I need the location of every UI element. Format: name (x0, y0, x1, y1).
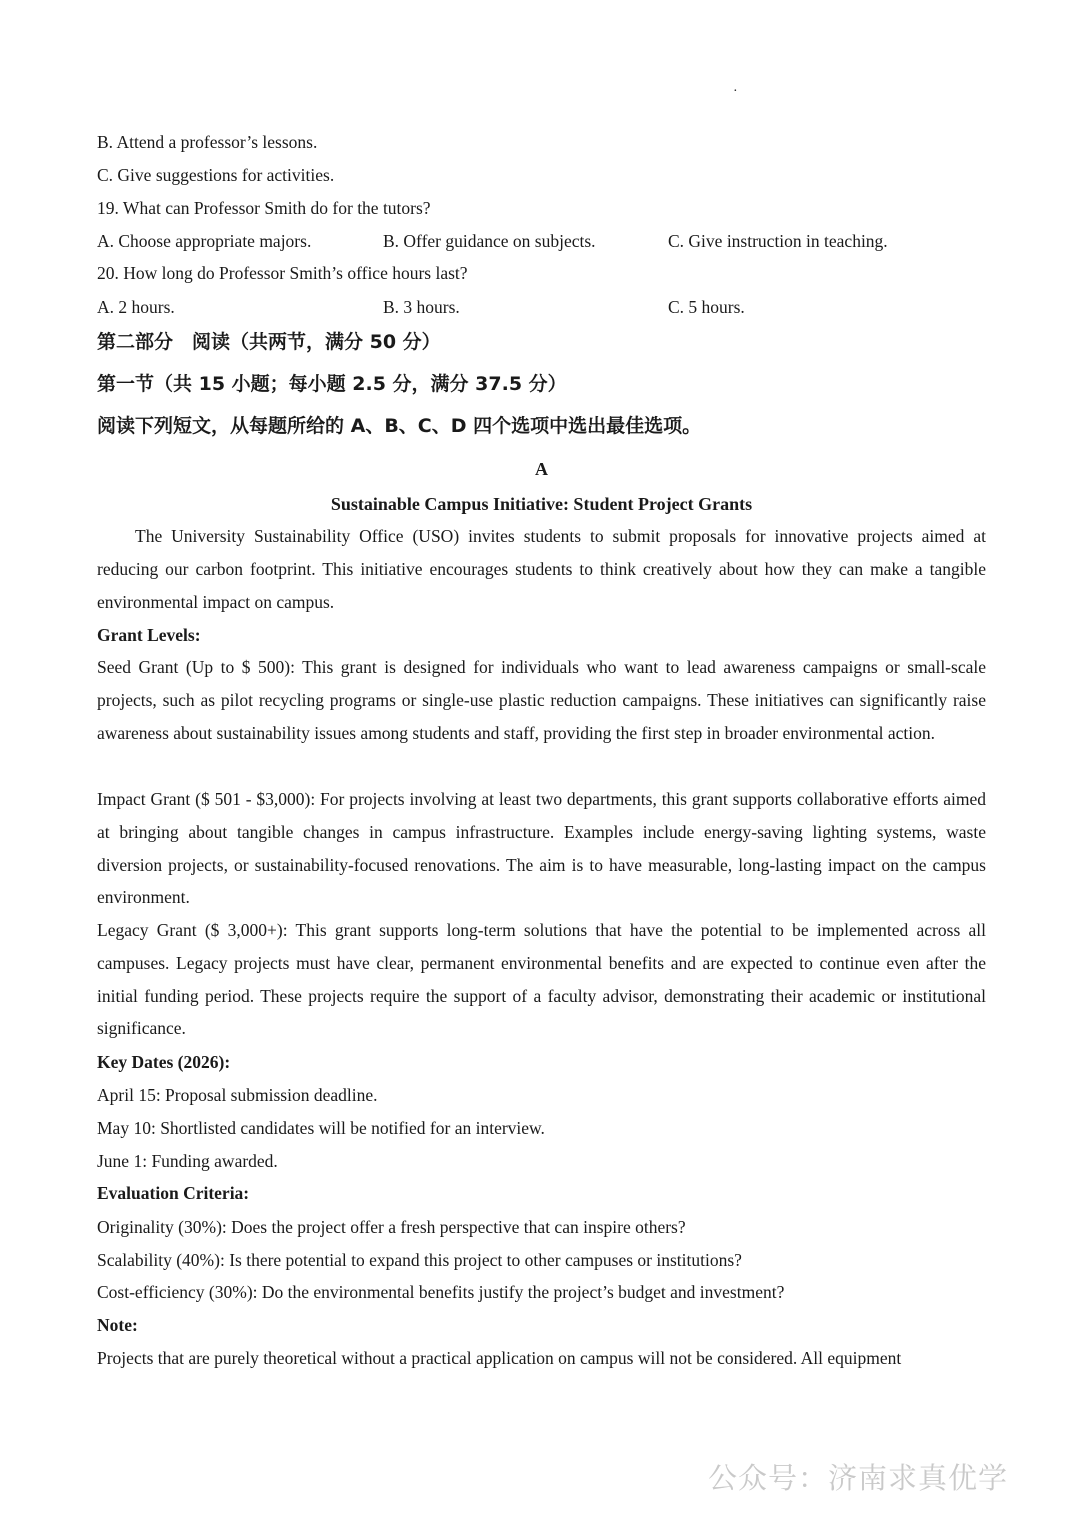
grant-levels-heading: Grant Levels: (97, 625, 201, 645)
criteria-item: Cost-efficiency (30%): Do the environmental benefits justify the project’s budget and investment? (97, 1282, 785, 1302)
q20-option-b: B. 3 hours. (383, 297, 460, 317)
note-heading: Note: (97, 1315, 138, 1335)
date-item: April 15: Proposal submission deadline. (97, 1085, 378, 1105)
q20-option-c: C. 5 hours. (668, 297, 745, 317)
section-instruction: 阅读下列短文，从每题所给的 A、B、C、D 四个选项中选出最佳选项。 (97, 415, 702, 437)
q20-option-a: A. 2 hours. (97, 297, 175, 317)
passage-title: Sustainable Campus Initiative: Student Project Grants (330, 494, 753, 514)
watermark-text: 公众号：济南求真优学 (708, 1461, 1009, 1495)
top-dot-mark: · (733, 84, 738, 99)
date-item: June 1: Funding awarded. (97, 1151, 278, 1171)
evaluation-criteria-heading: Evaluation Criteria: (97, 1183, 250, 1203)
criteria-item: Scalability (40%): Is there potential to expand this project to other campuses or institutions? (97, 1250, 742, 1270)
option-b-prev: B. Attend a professor’s lessons. (97, 132, 318, 152)
criteria-item: Originality (30%): Does the project offer a fresh perspective that can inspire others? (97, 1217, 686, 1237)
passage-intro: The University Sustainability Office (USO) invites students to submit proposals for innovative projects aimed at reducing our carbon footprint. This initiative encourages students to think creatively about how they can make a tangible environmental impact on campus. (97, 526, 986, 612)
key-dates-heading: Key Dates (2026): (97, 1052, 231, 1072)
legacy-grant-paragraph: Legacy Grant ($ 3,000+): This grant supports long-term solutions that have the potential to be implemented across all campuses. Legacy projects must have clear, permanent environmental benefits and are expected to continue even after the initial funding period. These projects require the support of a faculty advisor, demonstrating their academic or institutional significance. (97, 920, 986, 1039)
impact-grant-paragraph: Impact Grant ($ 501 - $3,000): For projects involving at least two departments, this grant supports collaborative efforts aimed at bringing about tangible changes in campus infrastructure. Examples include energy-saving lighting systems, waste diversion projects, or sustainability-focused renovations. The aim is to have measurable, long-lasting impact on the campus environment. (97, 789, 986, 908)
seed-grant-paragraph: Seed Grant (Up to $ 500): This grant is designed for individuals who want to lead awareness campaigns or small-scale projects, such as pilot recycling programs or single-use plastic reduction campaigns. These initiatives can significantly raise awareness about sustainability issues among students and staff, providing the first step in broader environmental action. (97, 657, 986, 743)
question-20: 20. How long do Professor Smith’s office hours last? (97, 263, 468, 283)
note-text: Projects that are purely theoretical without a practical application on campus will not be considered. All equipment (97, 1348, 902, 1368)
q19-option-c: C. Give instruction in teaching. (668, 231, 888, 251)
passage-letter: A (535, 459, 548, 479)
q19-option-b: B. Offer guidance on subjects. (383, 231, 596, 251)
option-c-prev: C. Give suggestions for activities. (97, 165, 335, 185)
section-title: 第一节（共 15 小题；每小题 2.5 分，满分 37.5 分） (97, 373, 567, 395)
date-item: May 10: Shortlisted candidates will be notified for an interview. (97, 1118, 545, 1138)
part-title: 第二部分 阅读（共两节，满分 50 分） (97, 331, 441, 353)
q19-option-a: A. Choose appropriate majors. (97, 231, 312, 251)
question-19: 19. What can Professor Smith do for the tutors? (97, 198, 431, 218)
